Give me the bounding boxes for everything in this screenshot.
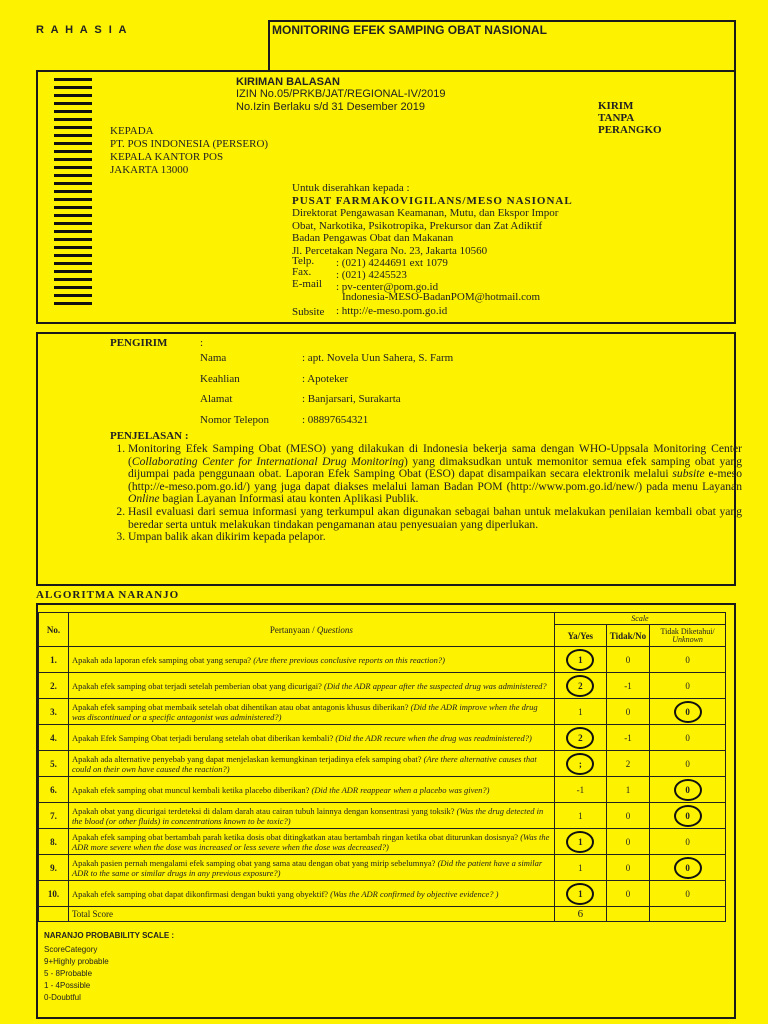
header-question-en: Questions: [316, 624, 353, 635]
total-spacer: [606, 907, 649, 922]
table-row: [39, 673, 726, 699]
question-text: [68, 803, 554, 829]
site-label: Subsite: [292, 306, 325, 318]
naranjo-title: ALGORITMA NARANJO: [36, 589, 180, 601]
address-line: Jl. Percetakan Negara No. 23, Jakarta 10560: [292, 244, 488, 257]
answer-yes: [554, 673, 606, 699]
permit-number: IZIN No.05/PRKB/JAT/REGIONAL-IV/2019: [236, 88, 446, 100]
total-spacer: [650, 907, 726, 922]
naranjo-table: [38, 612, 726, 922]
question-id: Apakah pasien pernah mengalami efek samping obat yang sama atau dengan obat yang mirip sebelumnya?: [71, 857, 436, 868]
explain-text: e-meso (http://e-meso.pom.go.id/) yang juga dapat diakses melalui laman Badan POM (http://www.pom.go.id/new/) pada menu Layanan: [128, 467, 742, 493]
answer-unknown: 0: [650, 751, 726, 777]
scale-line: 9+Highly probable: [44, 957, 109, 966]
email-value: : pv-center@pom.go.id: [336, 281, 439, 293]
answer-unknown: [650, 699, 726, 725]
question-en: (Was the ADR confirmed by objective evidence? ): [330, 888, 499, 899]
explain-list: [110, 443, 742, 544]
answer-unknown: 0: [650, 673, 726, 699]
question-id: Apakah efek samping obat bertambah parah ketika dosis obat ditingkatkan atau bertambah ringan ketika obat diturunkan dosisnya?: [71, 831, 519, 842]
question-id: Apakah efek samping obat membaik setelah obat dihentikan atau obat antagonis khusus diberikan?: [71, 701, 409, 712]
address-line: Direktorat Pengawasan Keamanan, Mutu, dan Ekspor Impor: [292, 207, 559, 219]
site-value: : http://e-meso.pom.go.id: [336, 305, 448, 317]
question-number: 5.: [39, 751, 69, 777]
answer-circle: 1: [566, 883, 594, 905]
question-number: 6.: [39, 777, 69, 803]
explain-text: Online: [128, 492, 160, 506]
scale-line: 0-Doubtful: [44, 993, 81, 1002]
question-id: Apakah efek samping obat muncul kembali ketika placebo diberikan?: [71, 784, 310, 795]
answer-no: 0: [606, 829, 649, 855]
question-en: (Did the ADR reappear when a placebo was given?): [311, 784, 490, 795]
question-text: [68, 829, 554, 855]
answer-no: 0: [606, 647, 649, 673]
question-en: (Are there alternative causes that could on their own have caused the reaction?): [71, 753, 537, 774]
answer-no: 1: [606, 777, 649, 803]
question-en: (Was the ADR more severe when the dose was increased or less severe when the dose was decreased?): [71, 831, 550, 852]
total-label: Total Score: [68, 907, 554, 922]
email-value-2: Indonesia-MESO-BadanPOM@hotmail.com: [342, 291, 541, 303]
question-en: (Did the ADR improve when the drug was discontinued or a specific antagonist was administered?): [71, 701, 538, 722]
total-score: 6: [554, 907, 606, 922]
question-text: [68, 725, 554, 751]
name-value: : apt. Novela Uun Sahera, S. Farm: [302, 352, 454, 364]
address-line: JAKARTA 13000: [110, 164, 189, 176]
skill-label: Keahlian: [200, 373, 240, 385]
secret-label: R A H A S I A: [36, 24, 129, 36]
address-line: PT. POS INDONESIA (PERSERO): [110, 138, 269, 150]
header-unknown-en: Unknown: [672, 634, 703, 644]
table-row: [39, 777, 726, 803]
explain-item-2: 2. Hasil evaluasi dari semua informasi yang terkumpul akan digunakan sebagai bahan untuk melakukan penilaian kembali obat yang beredar serta untuk melakukan tindakan pengamanan atau penyesuaian yang diperlukan.: [128, 506, 742, 531]
phone-value: : 08897654321: [302, 414, 369, 426]
question-id: Apakah Efek Samping Obat terjadi berulang setelah obat diberikan kembali?: [71, 732, 334, 743]
telp-label: Telp.: [292, 255, 315, 267]
stamp-line: TANPA: [598, 112, 635, 124]
total-spacer: [39, 907, 69, 922]
for-label: Untuk diserahkan kepada :: [292, 182, 410, 194]
center-name: PUSAT FARMAKOVIGILANS/MESO NASIONAL: [292, 194, 573, 207]
address-line: KEPALA KANTOR POS: [110, 151, 224, 163]
answer-unknown: 0: [650, 881, 726, 907]
sender-title: PENGIRIM: [110, 337, 168, 349]
header-scale: Scale: [554, 613, 725, 625]
question-number: 10.: [39, 881, 69, 907]
question-number: 8.: [39, 829, 69, 855]
question-en: (Did the ADR recure when the drug was readministered?): [335, 732, 532, 743]
answer-yes: [554, 751, 606, 777]
explain-text: bagian Layanan Informasi atau konten Aplikasi Publik.: [159, 492, 419, 506]
table-row: [39, 647, 726, 673]
answer-yes: 1: [554, 803, 606, 829]
answer-circle: 1: [566, 649, 594, 671]
explain-text: ) yang dimaksudkan untuk memonitor semua efek samping obat yang dijumpai pada penggunaan obat. Laporan Efek Samping Obat (ESO) dapat disampaikan secara elektronik melalui: [128, 454, 742, 481]
question-en: (Are there previous conclusive reports on this reaction?): [253, 654, 445, 665]
stamp-line: KIRIM: [598, 100, 634, 112]
header-no-answer: Tidak/No: [606, 625, 649, 647]
table-row: [39, 855, 726, 881]
answer-yes: 1: [554, 699, 606, 725]
page-title: MONITORING EFEK SAMPING OBAT NASIONAL: [272, 23, 547, 37]
scale-line: ScoreCategory: [44, 945, 98, 954]
question-en: (Did the ADR appear after the suspected drug was administered?: [324, 680, 547, 691]
answer-circle: 0: [674, 779, 702, 801]
table-row: [39, 881, 726, 907]
stamp-line: PERANGKO: [598, 124, 662, 136]
table-row: [39, 699, 726, 725]
answer-circle: ;: [566, 753, 594, 775]
scale-line: 1 - 4Possible: [44, 981, 91, 990]
explain-text: Monitoring Efek Samping Obat (MESO) yang dilakukan di Indonesia bekerja sama dengan WHO-Uppsala Monitoring Center (: [128, 442, 742, 468]
explain-title: PENJELASAN :: [110, 430, 189, 442]
answer-unknown: 0: [650, 647, 726, 673]
permit-validity: No.Izin Berlaku s/d 31 Desember 2019: [236, 101, 425, 113]
explain-item-1: [128, 443, 742, 506]
fax-value: : (021) 4245523: [336, 269, 407, 281]
table-row: [39, 725, 726, 751]
explain-text: subsite: [672, 467, 705, 481]
center-address: [292, 182, 573, 257]
email-label: E-mail: [292, 278, 322, 290]
answer-circle: 2: [566, 675, 594, 697]
header-yes: Ya/Yes: [554, 625, 606, 647]
question-text: [68, 647, 554, 673]
sender-colon: :: [200, 337, 204, 349]
question-en: (Did the patient have a similar ADR to the same or similar drugs in any previous exposure?): [71, 857, 543, 878]
address-value: : Banjarsari, Surakarta: [302, 393, 401, 405]
question-text: [68, 673, 554, 699]
answer-unknown: 0: [650, 725, 726, 751]
question-number: 1.: [39, 647, 69, 673]
answer-no: 0: [606, 855, 649, 881]
name-label: Nama: [200, 352, 227, 364]
question-number: 3.: [39, 699, 69, 725]
answer-yes: [554, 725, 606, 751]
answer-yes: 1: [554, 855, 606, 881]
answer-yes: [554, 829, 606, 855]
answer-unknown: [650, 803, 726, 829]
question-id: Apakah efek samping obat dapat dikonfirmasi dengan bukti yang obyektif?: [71, 888, 329, 899]
skill-value: : Apoteker: [302, 373, 349, 385]
address-label: Alamat: [200, 393, 233, 405]
table-row: [39, 751, 726, 777]
table-row: [39, 803, 726, 829]
address-line: KEPADA: [110, 125, 154, 137]
scale-title: NARANJO PROBABILITY SCALE :: [44, 931, 175, 940]
address-line: Badan Pengawas Obat dan Makanan: [292, 232, 454, 244]
telp-value: : (021) 4244691 ext 1079: [336, 257, 448, 269]
answer-unknown: [650, 777, 726, 803]
explain-text: Collaborating Center for International Drug Monitoring: [131, 454, 404, 468]
question-text: [68, 881, 554, 907]
header-question: [68, 613, 554, 647]
fax-label: Fax.: [292, 266, 312, 278]
reply-title: KIRIMAN BALASAN: [236, 76, 340, 88]
question-id: Apakah efek samping obat terjadi setelah pemberian obat yang dicurigai?: [71, 680, 322, 691]
question-id: Apakah ada alternative penyebab yang dapat menjelaskan kemungkinan terjadinya efek samping obat?: [71, 753, 422, 764]
recipient-address: [110, 125, 268, 177]
answer-yes: -1: [554, 777, 606, 803]
question-id: Apakah ada laporan efek samping obat yang serupa?: [71, 654, 252, 665]
question-number: 4.: [39, 725, 69, 751]
answer-no: 0: [606, 699, 649, 725]
header-unknown: [650, 625, 726, 647]
question-number: 9.: [39, 855, 69, 881]
explain-item-3: 3. Umpan balik akan dikirim kepada pelapor.: [128, 531, 742, 544]
answer-unknown: 0: [650, 829, 726, 855]
answer-no: 0: [606, 881, 649, 907]
answer-circle: 0: [674, 805, 702, 827]
question-text: [68, 777, 554, 803]
question-number: 7.: [39, 803, 69, 829]
header-no: No.: [39, 613, 69, 647]
answer-circle: 1: [566, 831, 594, 853]
question-number: 2.: [39, 673, 69, 699]
answer-no: -1: [606, 725, 649, 751]
answer-circle: 0: [674, 701, 702, 723]
phone-label: Nomor Telepon: [200, 414, 269, 426]
answer-circle: 0: [674, 857, 702, 879]
scale-line: 5 - 8Probable: [44, 969, 93, 978]
question-text: [68, 699, 554, 725]
table-row: [39, 829, 726, 855]
answer-circle: 2: [566, 727, 594, 749]
question-en: (Was the drug detected in the blood (or other fluids) in concentrations known to be toxic?): [71, 805, 544, 826]
question-id: Apakah obat yang dicurigai terdeteksi di dalam darah atau cairan tubuh lainnya dengan konsentrasi yang toksik?: [71, 805, 455, 816]
answer-unknown: [650, 855, 726, 881]
header-question-id: Pertanyaan /: [269, 624, 317, 635]
answer-no: -1: [606, 673, 649, 699]
question-text: [68, 751, 554, 777]
answer-yes: [554, 881, 606, 907]
stamp-note: [598, 100, 662, 136]
question-text: [68, 855, 554, 881]
header-unknown-id: Tidak Diketahui/: [660, 626, 715, 636]
answer-yes: [554, 647, 606, 673]
answer-no: 2: [606, 751, 649, 777]
answer-no: 0: [606, 803, 649, 829]
address-line: Obat, Narkotika, Psikotropika, Prekursor dan Zat Adiktif: [292, 219, 543, 232]
